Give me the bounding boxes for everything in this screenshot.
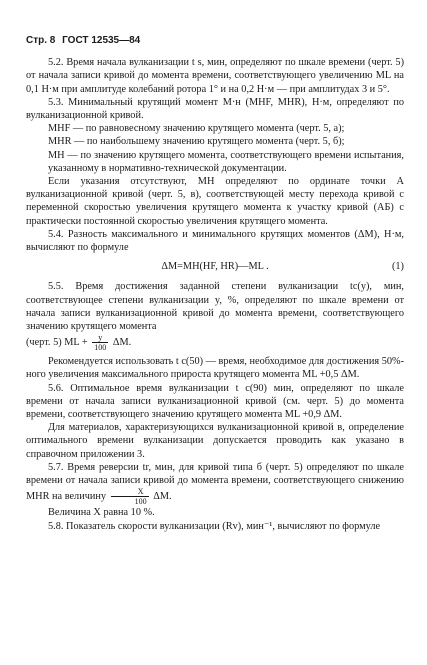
paragraph-5-5: 5.5. Время достижения заданной степени вулканизации tc(y), мин, соответствующее степени вулканизации y, %, определяют по шкале времени от начала записи вулканизационной кривой до момента времени, соответствующего значению крутящего момента <box>26 281 404 333</box>
paragraph-5-4: 5.4. Разность максимального и минимального крутящих моментов (ΔM), Н·м, вычисляют по формуле <box>26 228 404 254</box>
standard-number: ГОСТ 12535—84 <box>62 35 141 46</box>
document-page <box>26 34 404 533</box>
paragraph-materials: Для материалов, характеризующихся вулканизационной кривой в, определение оптимального времени вулканизации допускается проводить как указано в справочном приложении 3. <box>26 422 404 460</box>
paragraph-5-7-tail: ΔM. <box>153 491 172 503</box>
page-header <box>26 34 404 47</box>
paragraph-5-7 <box>26 461 404 506</box>
paragraph-5-5-tail <box>26 333 404 352</box>
tail-suffix: ΔM. <box>112 337 132 349</box>
tail-prefix: (черт. 5) ML + <box>26 337 88 349</box>
paragraph-5-6: 5.6. Оптимальное время вулканизации t c(90) мин, определяют по шкале времени от начала записи вулканизационной кривой (см. черт. 5) до момента времени, соответствующего значению крутящего момента ML +0,9 ΔM. <box>26 382 404 421</box>
paragraph-5-3: 5.3. Минимальный крутящий момент М·н (MHF, MHR), Н·м, определяют по вулканизационной кривой. <box>26 96 404 122</box>
paragraph-recommend: Рекомендуется использовать t c(50) — время, необходимое для достижения 50%-ного увеличения максимального прироста крутящего момента ML +0,5 ΔM. <box>26 356 404 381</box>
formula-1 <box>26 260 404 273</box>
definition-mhf: MHF — по равновесному значению крутящего момента (черт. 5, а); <box>48 123 345 135</box>
page-label: Стр. 8 <box>26 35 56 46</box>
formula-1-number: (1) <box>391 261 404 273</box>
paragraph-x-value: Величина X равна 10 %. <box>48 507 155 519</box>
fraction-y-over-100 <box>92 333 108 352</box>
fraction-x-over-100 <box>111 487 149 506</box>
definition-mhr: MHR — по наибольшему значению крутящего момента (черт. 5, б); <box>48 136 345 148</box>
formula-1-body: ΔM=MH(HF, HR)—ML . <box>161 261 269 273</box>
definition-mh: MH — по значению крутящего момента, соответствующего времени испытания, указанному в нормативно-технической документации. <box>48 149 404 174</box>
fraction-denominator: 100 <box>134 497 147 507</box>
fraction-denominator: 100 <box>94 343 107 353</box>
fraction-numerator: y <box>92 333 108 343</box>
paragraph-if-none: Если указания отсутствуют, MH определяют по ординате точки А вулканизационной кривой (черт. 5, в), соответствующей месту перехода кривой с переменной скоростью увеличения крутящего момента к участку кривой (АБ) с практически постоянной скоростью увеличения крутящего момента. <box>26 176 404 227</box>
fraction-numerator: X <box>111 487 149 497</box>
paragraph-5-7-text: 5.7. Время реверсии tr, мин, для кривой типа б (черт. 5) определяют по шкале времени от начала записи кривой до момента времени, соответствующего снижению MHR на величину <box>26 461 404 503</box>
paragraph-5-8: 5.8. Показатель скорости вулканизации (Rv), мин⁻¹, вычисляют по формуле <box>48 520 381 532</box>
paragraph-5-2: 5.2. Время начала вулканизации t s, мин, определяют по шкале времени (черт. 5) от начала записи кривой до момента времени, соответствующего увеличению ML на 0,1 Н·м при амплитуде колебаний ротора 1° и на 0,2 Н·м — при амплитудах 3 и 5°. <box>26 57 404 95</box>
